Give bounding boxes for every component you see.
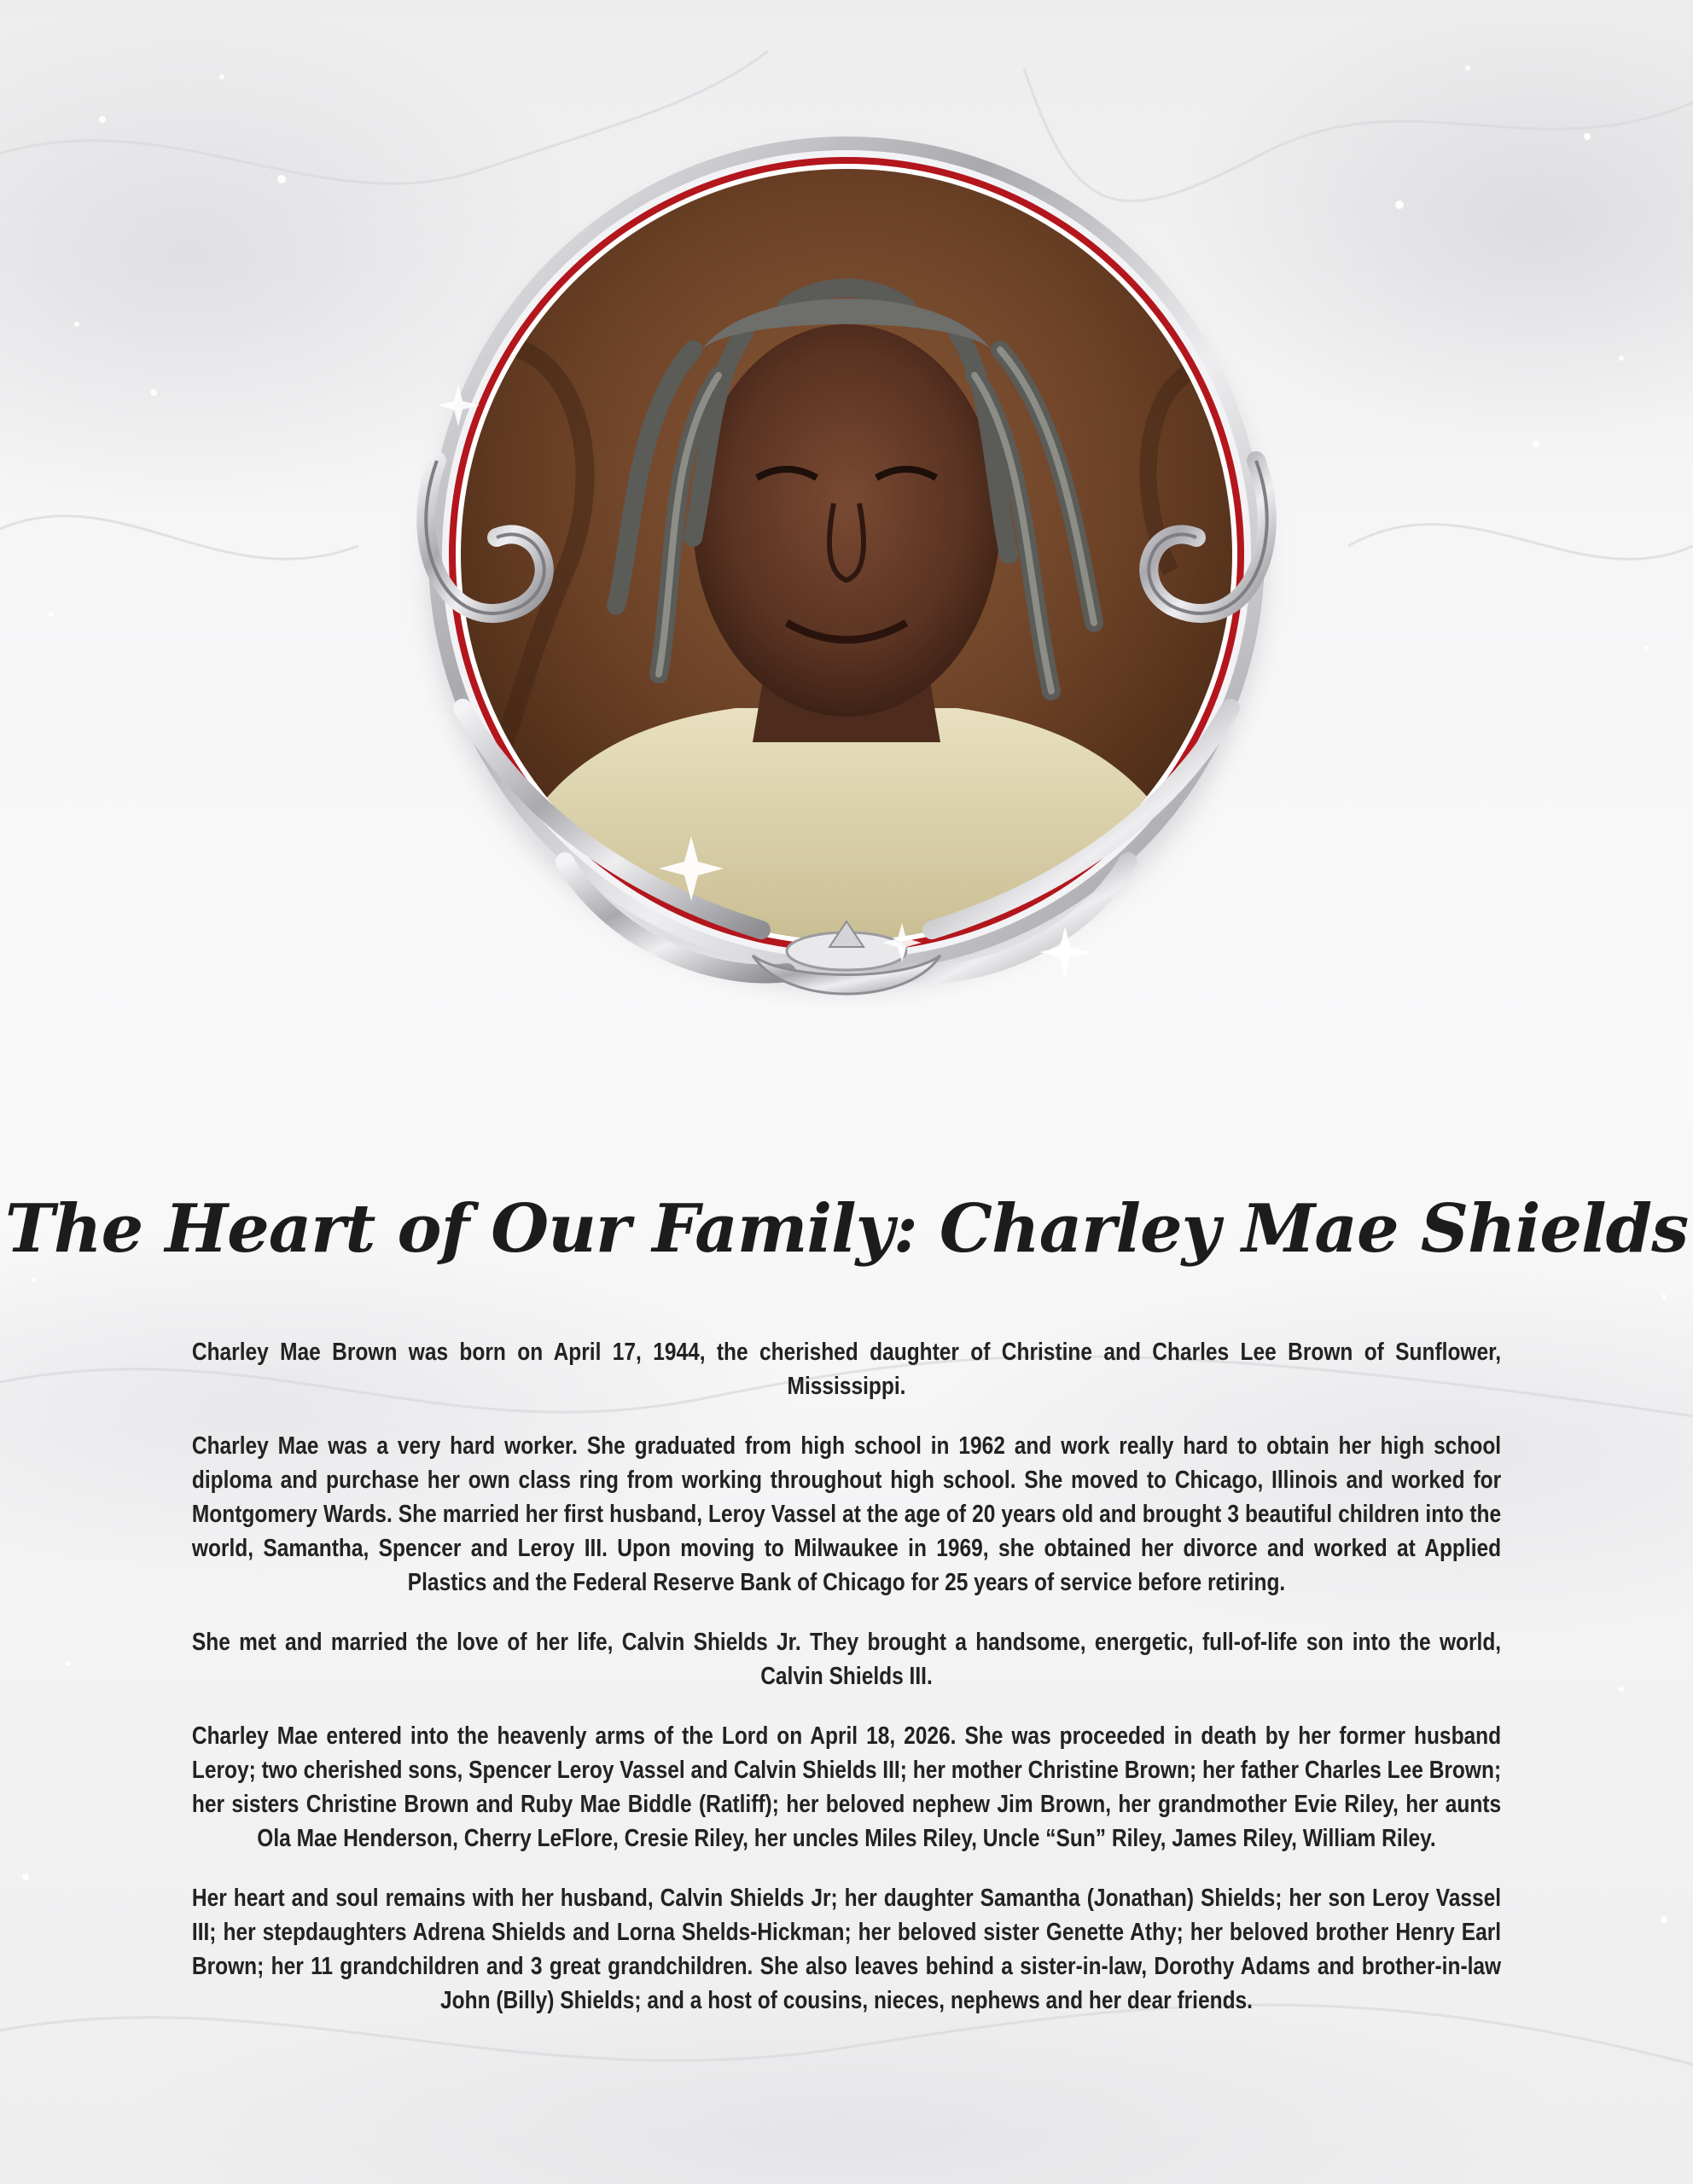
paragraph-career: Charley Mae was a very hard worker. She graduated from high school in 1962 and work really hard to obtain her high school diploma and purchase her own class ring from working throughout high school. She moved to Chicago, Illinois and worked for Montgomery Wards. She married her first husband, Leroy Vassel at the age of 20 years old and brought 3 beautiful children into the world, Samantha, Spencer and Leroy III. Upon moving to Milwaukee in 1969, she obtained her divorce and worked at Applied Plastics and the Federal Reserve Bank of Chicago for 25 years of service before retiring.: [191, 1432, 1502, 1596]
obituary-title: The Heart of Our Family: Charley Mae Shields: [4, 1190, 1689, 1268]
portrait-frame: [309, 94, 1384, 1177]
portrait-image: [309, 94, 1384, 1177]
paragraph-birth: Charley Mae Brown was born on April 17, 1944, the cherished daughter of Christine and Charles Lee Brown of Sunflower, Mississippi.: [191, 1339, 1502, 1400]
obituary-body: [192, 1335, 1501, 2043]
paragraph-passing: Charley Mae entered into the heavenly arms of the Lord on April 18, 2026. She was proceeded in death by her former husband Leroy; two cherished sons, Spencer Leroy Vassel and Calvin Shields III; her mother Christine Brown; her father Charles Lee Brown; her sisters Christine Brown and Ruby Mae Biddle (Ratliff); her beloved nephew Jim Brown, her grandmother Evie Riley, her aunts Ola Mae Henderson, Cherry LeFlore, Cresie Riley, her uncles Miles Riley, Uncle “Sun” Riley, James Riley, William Riley.: [191, 1722, 1502, 1852]
paragraph-survivors: Her heart and soul remains with her husband, Calvin Shields Jr; her daughter Samantha (Jonathan) Shields; her son Leroy Vassel III; her stepdaughters Adrena Shields and Lorna Shelds-Hickman; her beloved sister Genette Athy; her beloved brother Henry Earl Brown; her 11 grandchildren and 3 great grandchildren. She also leaves behind a sister-in-law, Dorothy Adams and brother-in-law John (Billy) Shields; and a host of cousins, nieces, nephews and her dear friends.: [191, 1885, 1502, 2014]
paragraph-marriage: She met and married the love of her life, Calvin Shields Jr. They brought a handsome, energetic, full-of-life son into the world, Calvin Shields III.: [191, 1629, 1502, 1690]
